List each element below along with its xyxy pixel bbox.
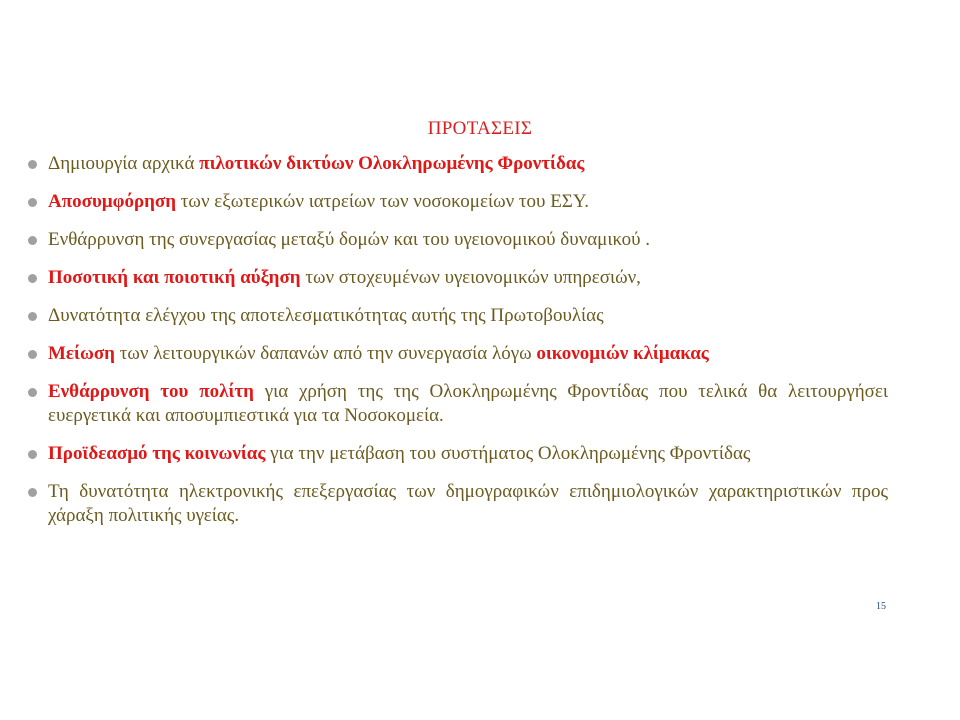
- highlight-run: πιλοτικών δικτύων Ολοκληρωμένης Φροντίδας: [199, 153, 585, 174]
- bullet-text: [48, 381, 888, 426]
- text-run: Δυνατότητα ελέγχου της αποτελεσματικότητας αυτής της Πρωτοβουλίας: [48, 305, 604, 326]
- text-run: για την μετάβαση του συστήματος Ολοκληρωμένης Φροντίδας: [265, 443, 751, 464]
- bullet-dot-icon: [28, 312, 37, 321]
- bullet-item: [28, 442, 888, 466]
- highlight-run: Ενθάρρυνση του πολίτη: [48, 381, 254, 402]
- bullet-dot-icon: [28, 488, 37, 497]
- page-number: 15: [876, 601, 886, 612]
- bullet-text: [48, 343, 709, 364]
- bullet-dot-icon: [28, 160, 37, 169]
- bullet-text: [48, 443, 750, 464]
- text-run: Ενθάρρυνση της συνεργασίας μεταξύ δομών και του υγειονομικού δυναμικού .: [48, 229, 651, 250]
- bullet-dot-icon: [28, 198, 37, 207]
- bullet-dot-icon: [28, 450, 37, 459]
- slide-title: ΠΡΟΤΑΣΕΙΣ: [427, 118, 533, 139]
- bullet-dot-icon: [28, 236, 37, 245]
- highlight-run: Αποσυμφόρηση: [48, 191, 177, 212]
- bullet-item: [28, 342, 888, 366]
- bullet-text: [48, 305, 604, 326]
- bullet-text: [48, 267, 641, 288]
- text-run: Δημιουργία αρχικά: [48, 153, 200, 174]
- bullet-dot-icon: [28, 388, 37, 397]
- bullet-item: [28, 304, 888, 328]
- highlight-run: Προϊδεασμό της κοινωνίας: [48, 443, 266, 464]
- bullet-text: [48, 191, 589, 212]
- bullet-text: [48, 481, 888, 526]
- bullet-list: [28, 152, 888, 528]
- text-run: των στοχευμένων υγειονομικών υπηρεσιών,: [300, 267, 641, 288]
- bullet-dot-icon: [28, 274, 37, 283]
- highlight-run: Ποσοτική και ποιοτική αύξηση: [48, 267, 301, 288]
- bullet-text: [48, 229, 650, 250]
- bullet-item: [28, 228, 888, 252]
- bullet-item: [28, 266, 888, 290]
- bullet-text: [48, 153, 584, 174]
- bullet-item: [28, 190, 888, 214]
- bullet-dot-icon: [28, 350, 37, 359]
- text-run: Τη δυνατότητα ηλεκτρονικής επεξεργασίας των δημογραφικών επιδημιολογικών χαρακτηριστικών προς χάραξη πολιτικής υγείας.: [48, 481, 888, 526]
- text-run: για χρήση της της Ολοκληρωμένης Φροντίδας που τελικά θα λειτουργήσει ευεργετικά και αποσυμπιεστικά για τα Νοσοκομεία.: [48, 381, 888, 426]
- bullet-item: [28, 480, 888, 528]
- highlight-run: οικονομιών κλίμακας: [536, 343, 709, 364]
- text-run: των λειτουργικών δαπανών από την συνεργασία λόγω: [114, 343, 537, 364]
- text-run: των εξωτερικών ιατρείων των νοσοκομείων του ΕΣΥ.: [176, 191, 589, 212]
- highlight-run: Μείωση: [48, 343, 115, 364]
- bullet-item: [28, 380, 888, 428]
- bullet-item: [28, 152, 888, 176]
